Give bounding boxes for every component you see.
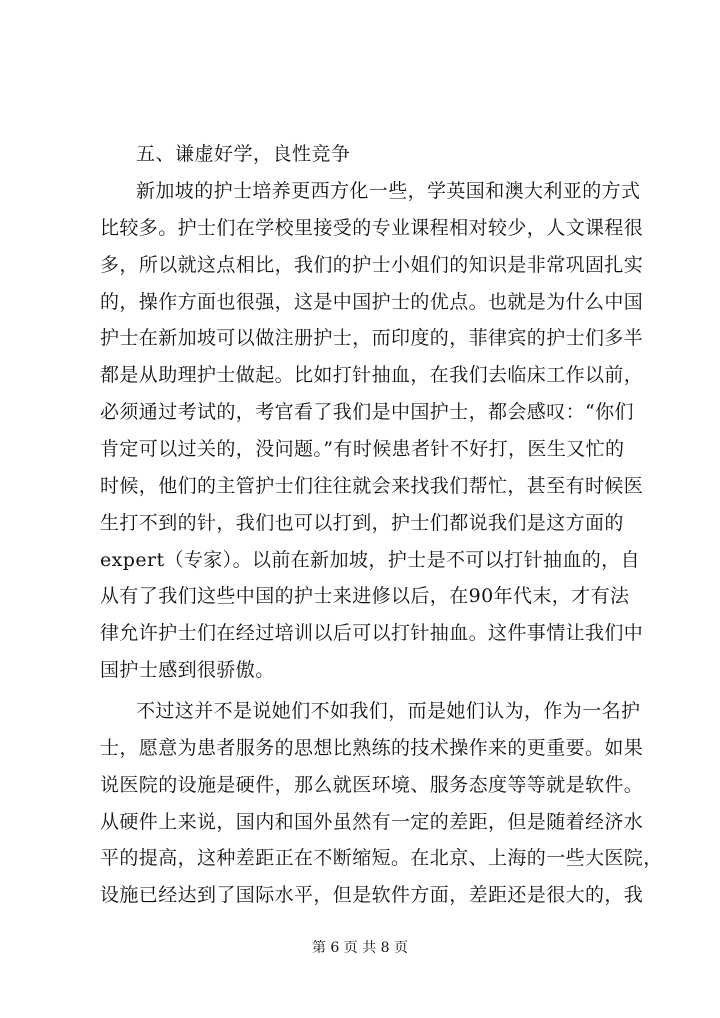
section-heading: 五、谦虚好学，良性竞争 bbox=[136, 143, 351, 165]
paragraph-line: 护士在新加坡可以做注册护士，而印度的，菲律宾的护士们多半 bbox=[100, 327, 644, 350]
paragraph-line: 比较多。护士们在学校里接受的专业课程相对较少，人文课程很 bbox=[100, 216, 644, 239]
paragraph-line: 肯定可以过关的，没问题。”有时候患者针不好打，医生又忙的 bbox=[100, 437, 625, 460]
paragraph-line: 的，操作方面也很强，这是中国护士的优点。也就是为什么中国 bbox=[100, 290, 644, 313]
paragraph-line: 必须通过考试的，考官看了我们是中国护士，都会感叹：“你们 bbox=[100, 401, 634, 424]
paragraph-line: 多，所以就这点相比，我们的护士小姐们的知识是非常巩固扎实 bbox=[100, 253, 644, 276]
paragraph-line: 国护士感到很骄傲。 bbox=[100, 659, 275, 682]
paragraph-line: expert（专家）。以前在新加坡，护士是不可以打针抽血的，自 bbox=[100, 548, 640, 571]
paragraph-line: 不过这并不是说她们不如我们，而是她们认为，作为一名护 bbox=[136, 700, 641, 722]
paragraph-line: 士，愿意为患者服务的思想比熟练的技术操作来的更重要。如果 bbox=[100, 736, 644, 759]
page-footer: 第 6 页 共 8 页 bbox=[311, 940, 409, 956]
paragraph-line: 时候，他们的主管护士们往往就会来找我们帮忙，甚至有时候医 bbox=[100, 474, 644, 497]
paragraph-line: 平的提高，这种差距正在不断缩短。在北京、上海的一些大医院， bbox=[100, 847, 663, 870]
paragraph-line: 从有了我们这些中国的护士来进修以后，在90年代末，才有法 bbox=[100, 585, 630, 608]
paragraph-line: 说医院的设施是硬件，那么就医环境、服务态度等等就是软件。 bbox=[100, 773, 644, 796]
paragraph-line: 律允许护士们在经过培训以后可以打针抽血。这件事情让我们中 bbox=[100, 622, 644, 645]
paragraph-line: 设施已经达到了国际水平，但是软件方面，差距还是很大的，我 bbox=[100, 884, 644, 907]
paragraph-line: 从硬件上来说，国内和国外虽然有一定的差距，但是随着经济水 bbox=[100, 810, 644, 833]
paragraph-line: 生打不到的针，我们也可以打到，护士们都说我们是这方面的 bbox=[100, 511, 624, 534]
paragraph-line: 新加坡的护士培养更西方化一些，学英国和澳大利亚的方式 bbox=[136, 180, 641, 202]
paragraph-line: 都是从助理护士做起。比如打针抽血，在我们去临床工作以前， bbox=[100, 364, 644, 387]
